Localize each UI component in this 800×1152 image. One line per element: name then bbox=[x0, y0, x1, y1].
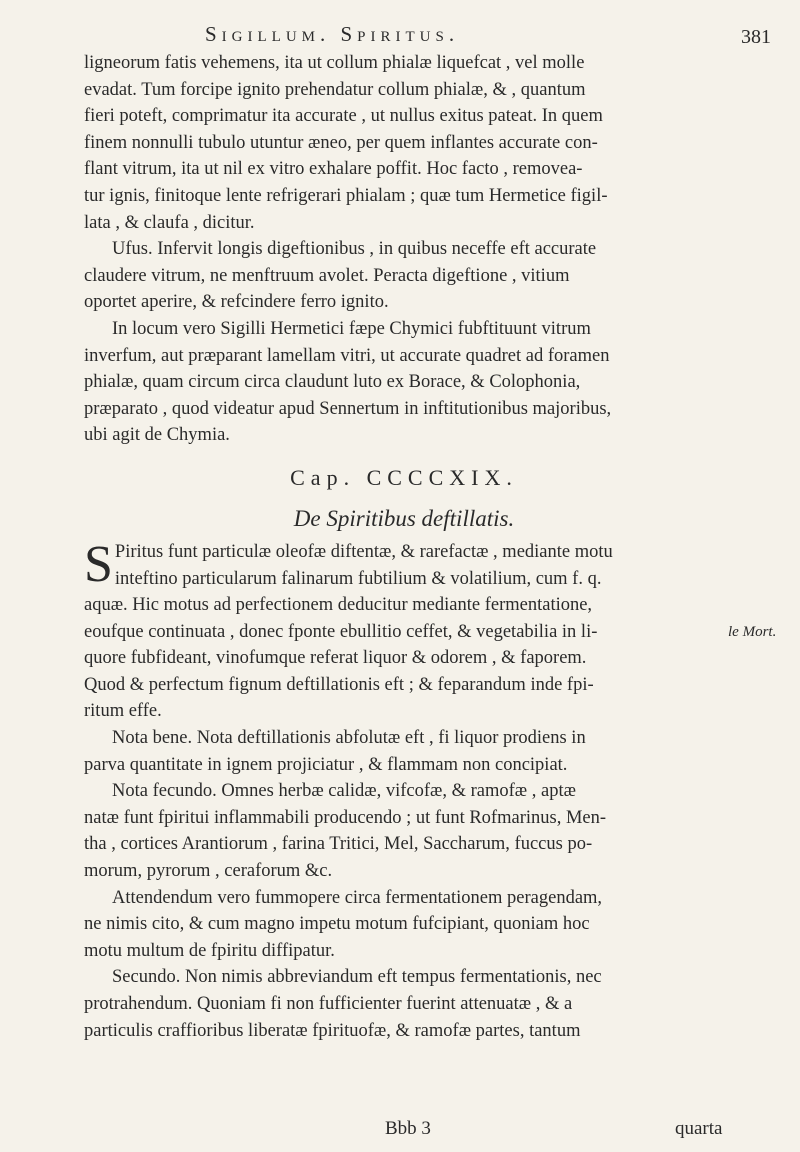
text-line: tha , cortices Arantiorum , farina Tritici, Mel, Saccharum, fuccus po- bbox=[84, 834, 593, 855]
text-line: evadat. Tum forcipe ignito prehendatur collum phialæ, & , quantum bbox=[84, 79, 586, 100]
text-line: oportet aperire, & refcindere ferro ignito. bbox=[84, 292, 389, 313]
text-line: Quod & perfectum fignum deftillationis eft ; & feparandum inde fpi- bbox=[84, 674, 594, 695]
text-line: Nota bene. Nota deftillationis abfolutæ eft , fi liquor prodiens in bbox=[112, 728, 586, 749]
text-line: finem nonnulli tubulo utuntur æneo, per quem inflantes accurate con- bbox=[84, 132, 598, 153]
text-line: inverfum, aut præparant lamellam vitri, ut accurate quadret ad foramen bbox=[84, 345, 610, 366]
text-line: aquæ. Hic motus ad perfectionem deducitur mediante fermentatione, bbox=[84, 595, 593, 616]
text-line: Nota fecundo. Omnes herbæ calidæ, vifcofæ, & ramofæ , aptæ bbox=[112, 781, 576, 802]
text-line: tur ignis, finitoque lente refrigerari phialam ; quæ tum Hermetice figil- bbox=[84, 185, 608, 206]
chapter-title: De Spiritibus deftillatis. bbox=[293, 505, 515, 531]
body-text bbox=[84, 50, 724, 1044]
text-line: phialæ, quam circum circa claudunt luto ex Borace, & Colophonia, bbox=[84, 372, 581, 393]
text-line: natæ funt fpiritui inflammabili producendo ; ut funt Rofmarinus, Men- bbox=[84, 807, 607, 828]
text-line: ligneorum fatis vehemens, ita ut collum phialæ liquefcat , vel molle bbox=[84, 53, 585, 73]
running-title: Sigillum. Spiritus. bbox=[205, 22, 460, 46]
text-line: ne nimis cito, & cum magno impetu motum fufcipiant, quoniam hoc bbox=[84, 914, 590, 935]
text-line-content: Piritus funt particulæ oleofæ diftentæ, & rarefactæ , mediante motu bbox=[114, 541, 613, 562]
text-line: Secundo. Non nimis abbreviandum eft tempus fermentationis, nec bbox=[112, 967, 602, 988]
text-line: inteftino particularum falinarum fubtilium & volatilium, cum f. q. bbox=[114, 568, 602, 589]
text-line: morum, pyrorum , ceraforum &c. bbox=[84, 861, 333, 882]
text-line: Attendendum vero fummopere circa fermentationem peragendam, bbox=[112, 887, 603, 908]
text-line: ubi agit de Chymia. bbox=[84, 425, 230, 446]
text-line: Ufus. Infervit longis digeftionibus , in quibus neceffe eft accurate bbox=[112, 239, 597, 260]
text-line: claudere vitrum, ne menftruum avolet. Peracta digeftione , vitium bbox=[84, 265, 570, 286]
text-line: In locum vero Sigilli Hermetici fæpe Chymici fubftituunt vitrum bbox=[112, 318, 591, 339]
text-line: eoufque continuata , donec fponte ebullitio ceffet, & vegetabilia in li- bbox=[84, 621, 598, 642]
text-line: fieri poteft, comprimatur ita accurate , ut nullus exitus pateat. In quem bbox=[84, 106, 603, 127]
text-line: præparato , quod videatur apud Sennertum in inftitutionibus majoribus, bbox=[84, 398, 612, 419]
text-line: particulis craffioribus liberatæ fpirituofæ, & ramofæ partes, tantum bbox=[84, 1020, 581, 1041]
text-line: motu multum de fpiritu diffipatur. bbox=[84, 940, 335, 961]
page-number: 381 bbox=[741, 26, 771, 48]
page-footer bbox=[0, 1118, 800, 1148]
signature-mark: Bbb 3 bbox=[385, 1118, 431, 1139]
text-line: protrahendum. Quoniam fi non fufficienter fuerint attenuatæ , & a bbox=[84, 994, 573, 1014]
text-line: flant vitrum, ita ut nil ex vitro exhalare poffit. Hoc facto , removea- bbox=[84, 159, 583, 180]
text-line: quore fubfideant, vinofumque referat liquor & odorem , & faporem. bbox=[84, 648, 587, 669]
chapter-heading: Cap. CCCCXIX. bbox=[290, 464, 518, 490]
drop-cap: S bbox=[84, 535, 113, 593]
catchword: quarta bbox=[675, 1118, 723, 1139]
margin-note: le Mort. bbox=[728, 624, 777, 640]
text-line: lata , & claufa , dicitur. bbox=[84, 212, 255, 233]
text-line: parva quantitate in ignem projiciatur , & flammam non concipiat. bbox=[84, 754, 568, 775]
text-line: ritum effe. bbox=[84, 701, 162, 722]
